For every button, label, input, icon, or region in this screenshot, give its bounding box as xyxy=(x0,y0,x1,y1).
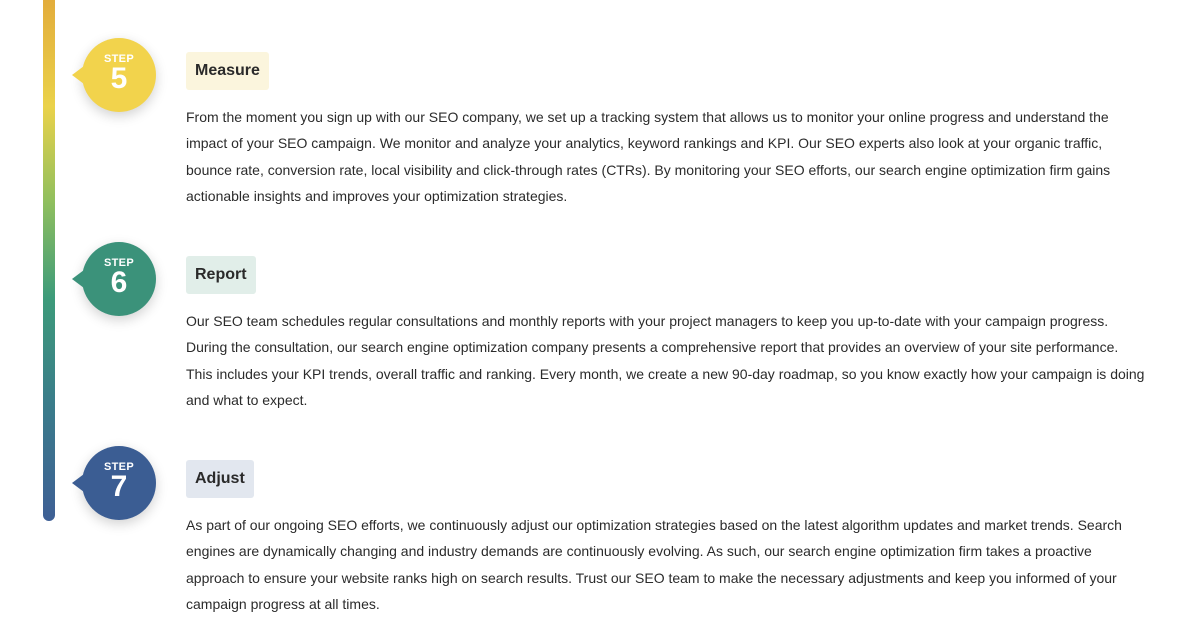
timeline-bar xyxy=(43,0,55,521)
step-badge-label: STEP xyxy=(104,53,134,65)
step-title: Report xyxy=(186,256,256,294)
step-title: Measure xyxy=(186,52,269,90)
step-badge-number: 7 xyxy=(110,470,128,503)
step-badge-number: 6 xyxy=(110,266,128,299)
step-description: Our SEO team schedules regular consultations and monthly reports with your project managers to keep you up-to-date with your campaign progress. During the consultation, our search engine optimization company presents a comprehensive report that provides an overview of your site performance. This includes your KPI trends, overall traffic and ranking. Every month, we create a new 90-day roadmap, so you know exactly how your campaign is doing and what to expect. xyxy=(186,313,1145,408)
step-badge-number: 5 xyxy=(110,62,128,95)
step-title: Adjust xyxy=(186,460,254,498)
step-badge xyxy=(82,446,156,520)
step-badge xyxy=(82,242,156,316)
step-badge-label: STEP xyxy=(104,257,134,269)
step-description: As part of our ongoing SEO efforts, we continuously adjust our optimization strategies based on the latest algorithm updates and market trends. Search engines are dynamically changing and industry demands are continuously evolving. As such, our search engine optimization firm takes a proactive approach to ensure your website ranks high on search results. Trust our SEO team to make the necessary adjustments and keep you informed of your campaign progress at all times. xyxy=(186,517,1122,612)
step-badge-label: STEP xyxy=(104,461,134,473)
step-description: From the moment you sign up with our SEO company, we set up a tracking system that allows us to monitor your online progress and understand the impact of your SEO campaign. We monitor and analyze your analytics, keyword rankings and KPI. Our SEO experts also look at your organic traffic, bounce rate, conversion rate, local visibility and click-through rates (CTRs). By monitoring your SEO efforts, our search engine optimization firm gains actionable insights and improves your optimization strategies. xyxy=(186,109,1111,204)
step-badge xyxy=(82,38,156,112)
